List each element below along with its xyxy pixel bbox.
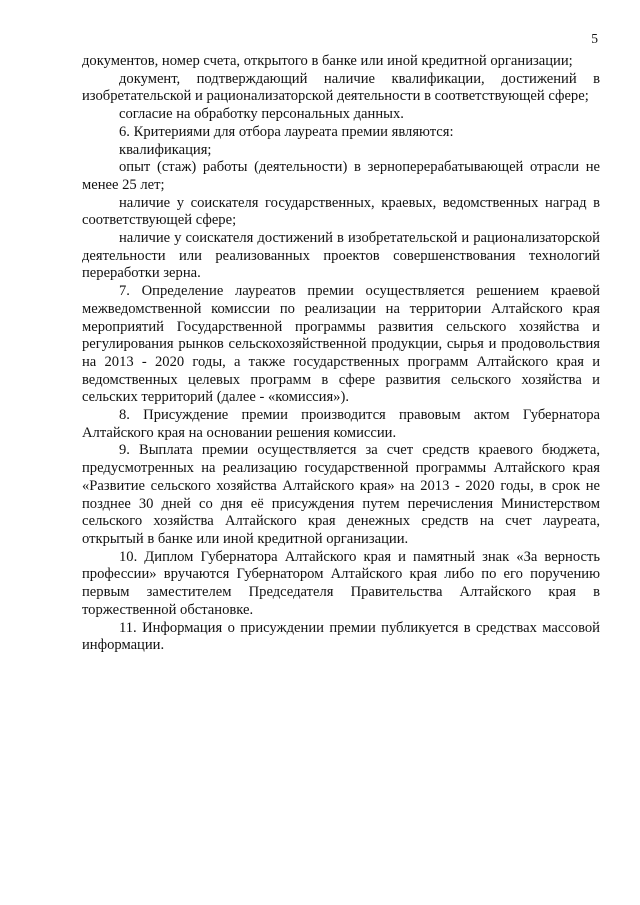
paragraph: квалификация; (119, 141, 212, 158)
paragraph: наличие у соискателя государственных, краевых, ведомственных наград в соответствующей сфере; (82, 194, 600, 229)
paragraph: согласие на обработку персональных данных. (119, 106, 404, 123)
paragraph: 9. Выплата премии осуществляется за счет средств краевого бюджета, предусмотренных на реализацию государственной программы Алтайского края «Развитие сельского хозяйства Алтайского края» на 2013 - 2020 годы, в срок не позднее 30 дней со дня её присуждения путем перечисления Министерством сельского хозяйства Алтайского края денежных средств на счет лауреата, открытый в банке или иной кредитной организации. (82, 442, 600, 547)
document-body (82, 53, 600, 655)
paragraph: 11. Информация о присуждении премии публикуется в средствах массовой информации. (82, 619, 600, 654)
paragraph: опыт (стаж) работы (деятельности) в зерноперерабатывающей отрасли не менее 25 лет; (82, 159, 600, 193)
paragraph: 6. Критериями для отбора лауреата премии являются: (119, 123, 454, 140)
paragraph: 8. Присуждение премии производится правовым актом Губернатора Алтайского края на основании решения комиссии. (82, 407, 600, 441)
page-number: 5 (591, 31, 598, 46)
paragraph: наличие у соискателя достижений в изобретательской и рационализаторской деятельности или реализованных проектов совершенствования технологий переработки зерна. (82, 230, 600, 282)
paragraph: документов, номер счета, открытого в банке или иной кредитной организации; (82, 53, 573, 69)
paragraph: 7. Определение лауреатов премии осуществляется решением краевой межведомственной комиссии по реализации на территории Алтайского края мероприятий Государственной программы развития сельского хозяйства и регулирования рынков сельскохозяйственной продукции, сырья и продовольствия на 2013 - 2020 годы, а также государственных программ Алтайского края и ведомственных целевых программ в сфере развития сельского хозяйства и сельских территорий (далее - «комиссия»). (82, 283, 600, 406)
paragraph: 10. Диплом Губернатора Алтайского края и памятный знак «За верность профессии» вручаются Губернатором Алтайского края либо по его поручению первым заместителем Председателя Правительства Алтайского края в торжественной обстановке. (82, 548, 600, 618)
paragraph: документ, подтверждающий наличие квалификации, достижений в изобретательской и рационализаторской деятельности в соответствующей сфере; (82, 70, 600, 105)
